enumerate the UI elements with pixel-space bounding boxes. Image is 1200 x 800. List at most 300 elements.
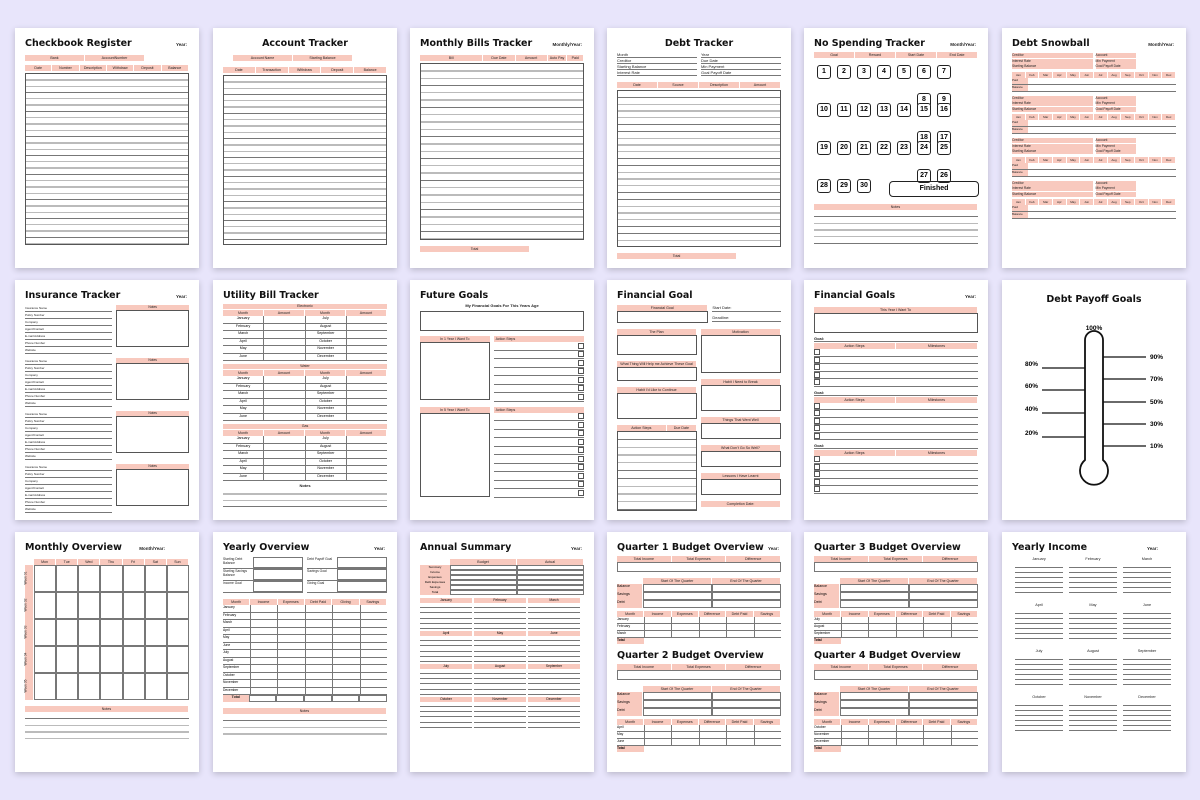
insurance-block bbox=[25, 305, 189, 354]
month-label: October bbox=[1032, 695, 1046, 699]
notes-area bbox=[116, 416, 189, 453]
month-cell: July bbox=[223, 650, 229, 654]
col-header: Number bbox=[52, 65, 78, 71]
value-cell bbox=[909, 708, 978, 716]
value-cell bbox=[332, 613, 360, 620]
action-row bbox=[494, 464, 584, 473]
checkbox-icon bbox=[578, 422, 584, 428]
lessons-label: Lessons I Have Learnt bbox=[701, 473, 780, 479]
utility-section bbox=[223, 364, 387, 421]
notes-lines bbox=[223, 488, 387, 512]
field-label: Company bbox=[25, 425, 112, 432]
calendar bbox=[25, 559, 189, 700]
value-cell bbox=[951, 617, 979, 623]
month-label: Mar bbox=[1039, 199, 1052, 205]
utility-row bbox=[223, 436, 387, 444]
row-label: Savings bbox=[420, 585, 450, 590]
month-row bbox=[223, 613, 387, 621]
month-label: March bbox=[1141, 557, 1153, 561]
col-header: Total Income bbox=[617, 556, 671, 562]
value-cell bbox=[712, 584, 781, 592]
action-row bbox=[494, 376, 584, 385]
col-header: Date bbox=[223, 67, 255, 73]
row-label: Paid bbox=[1012, 205, 1028, 211]
day-label: Fri bbox=[123, 559, 144, 565]
value-cell bbox=[305, 673, 333, 680]
month-cell: December bbox=[814, 739, 830, 743]
value-cell bbox=[359, 695, 387, 702]
col-header: Withdraw bbox=[289, 67, 321, 73]
value-cell bbox=[643, 700, 712, 708]
goal-block bbox=[814, 390, 978, 441]
value-cell bbox=[699, 631, 727, 637]
amount-cell bbox=[346, 406, 387, 413]
day-cell bbox=[145, 619, 167, 646]
income-grid bbox=[1012, 557, 1176, 741]
value-cell bbox=[277, 635, 305, 642]
value-cell bbox=[643, 592, 712, 600]
checkbox-icon bbox=[814, 403, 820, 409]
month-cell: February bbox=[617, 624, 631, 628]
month-label: Oct bbox=[1135, 114, 1148, 120]
utility-row bbox=[223, 331, 387, 339]
value-cell bbox=[896, 732, 924, 738]
percent-label: 40% bbox=[1024, 406, 1038, 413]
goal-row bbox=[814, 349, 978, 357]
field-label: Agent/Contact bbox=[25, 326, 112, 333]
day-cell bbox=[167, 619, 189, 646]
checkbox-icon bbox=[814, 464, 820, 470]
yearly-income-page bbox=[1002, 532, 1186, 772]
value-cell bbox=[840, 600, 909, 608]
day-cell bbox=[145, 646, 167, 673]
utility-row bbox=[223, 406, 387, 414]
value-cell bbox=[277, 628, 305, 635]
year-label: Year: bbox=[175, 42, 187, 47]
amount-cell bbox=[346, 391, 387, 398]
month-label: July bbox=[1035, 649, 1043, 653]
page-title: Annual Summary bbox=[420, 542, 512, 553]
month-cell: September bbox=[305, 391, 346, 398]
value-cell bbox=[699, 746, 726, 752]
debt-payoff-page bbox=[1002, 280, 1186, 520]
total-label: Total bbox=[814, 638, 841, 644]
value-cell bbox=[712, 592, 781, 600]
checkbox-icon bbox=[578, 385, 584, 391]
value-cell bbox=[332, 635, 360, 642]
year-label: Month/Year: bbox=[950, 42, 976, 47]
field-label: E-mail Address bbox=[25, 386, 112, 393]
amount-cell bbox=[346, 376, 387, 383]
month-row bbox=[223, 680, 387, 688]
col-header: Debt Paid bbox=[726, 611, 752, 617]
month-cell: February bbox=[235, 383, 251, 388]
value-cell bbox=[305, 643, 333, 650]
value-cell bbox=[909, 584, 978, 592]
month-cell: August bbox=[814, 624, 825, 628]
value-cell bbox=[868, 624, 896, 630]
year-label: Monthly/Year: bbox=[552, 42, 582, 47]
month-label: Mar bbox=[1039, 114, 1052, 120]
value-cell bbox=[909, 700, 978, 708]
value-cell bbox=[671, 624, 699, 630]
col-header: Start Date bbox=[896, 52, 936, 58]
habit-continue-label: Habit I’d Like to Continue bbox=[617, 387, 696, 393]
page-title: Quarter 1 Budget Overview bbox=[617, 542, 764, 553]
right-fields bbox=[1096, 138, 1177, 155]
total-row bbox=[617, 638, 781, 644]
action-steps-label: Action Steps bbox=[617, 425, 666, 431]
row-label: Balance bbox=[1012, 127, 1028, 133]
value-cell bbox=[909, 592, 978, 600]
month-line bbox=[474, 723, 526, 728]
habit-break-label: Habit I Need to Break bbox=[701, 379, 780, 385]
value-cell bbox=[754, 725, 782, 731]
day-box: 30 bbox=[857, 179, 871, 193]
value-cell bbox=[869, 746, 896, 752]
month-cell: June bbox=[239, 413, 248, 418]
notes-lines bbox=[814, 210, 978, 250]
debt-snowball-page bbox=[1002, 28, 1186, 268]
month-line bbox=[474, 657, 526, 662]
month-block bbox=[528, 697, 580, 728]
total-row bbox=[617, 746, 781, 752]
month-cell: October bbox=[305, 399, 346, 406]
summary-header bbox=[617, 556, 781, 562]
help-label: What Thing Will Help me Achieve These Goal bbox=[617, 361, 696, 367]
value-cell bbox=[868, 739, 896, 745]
value-cell bbox=[332, 680, 360, 687]
month-label: Sep bbox=[1121, 157, 1134, 163]
row-label: Balance bbox=[617, 584, 642, 592]
row-label: Savings bbox=[814, 592, 839, 600]
value-cell bbox=[360, 680, 388, 687]
value-cell bbox=[712, 700, 781, 708]
day-row bbox=[814, 138, 978, 157]
value-cell bbox=[923, 624, 951, 630]
field-label: Phone Number bbox=[25, 499, 112, 506]
value-cell bbox=[517, 590, 584, 595]
checkbox-icon bbox=[578, 351, 584, 357]
goal-box bbox=[337, 569, 387, 580]
value-cell bbox=[923, 725, 951, 731]
col-header: Debt Paid bbox=[923, 611, 949, 617]
day-cell bbox=[123, 592, 145, 619]
value-cell bbox=[249, 695, 277, 702]
goal-row bbox=[814, 364, 978, 372]
checkbox-icon bbox=[814, 410, 820, 416]
month-cell: May bbox=[239, 406, 247, 410]
value-cell bbox=[896, 746, 923, 752]
snowball-block bbox=[1012, 96, 1176, 135]
summary-header bbox=[814, 556, 978, 562]
value-cell bbox=[277, 650, 305, 657]
income-line bbox=[1015, 588, 1063, 593]
col-header: Debt Paid bbox=[726, 719, 752, 725]
page-title: Debt Payoff Goals bbox=[1046, 294, 1142, 305]
field-label: Agent/Contact bbox=[25, 379, 112, 386]
value-cell bbox=[754, 624, 782, 630]
field-label: Starting Balance bbox=[1012, 192, 1093, 197]
row-label: Debt Expenses bbox=[420, 580, 450, 585]
account-name-label: Account Name bbox=[233, 55, 292, 61]
value-cell bbox=[277, 680, 305, 687]
goal-label: In 5 Year I Want To bbox=[420, 407, 490, 413]
month-label: Nov bbox=[1149, 157, 1162, 163]
day-box: 5 bbox=[897, 65, 911, 79]
month-label: Dec bbox=[1162, 199, 1175, 205]
month-label: February bbox=[1085, 557, 1101, 561]
month-label: January bbox=[420, 598, 472, 603]
value-cell bbox=[277, 613, 305, 620]
col-header: Date bbox=[617, 82, 657, 88]
snowball-block bbox=[1012, 181, 1176, 220]
col-header: Budget bbox=[450, 559, 516, 565]
notes-lines bbox=[223, 714, 387, 736]
day-box: 26 bbox=[937, 169, 951, 183]
value-cell bbox=[643, 584, 712, 592]
day-cell bbox=[123, 646, 145, 673]
day-cell bbox=[34, 565, 56, 592]
field-label: Phone Number bbox=[25, 446, 112, 453]
value-cell bbox=[332, 665, 360, 672]
month-cell: September bbox=[223, 665, 240, 669]
month-cell: September bbox=[305, 451, 346, 458]
month-label: May bbox=[1067, 199, 1080, 205]
field-label: E-mail Address bbox=[25, 333, 112, 340]
month-block bbox=[420, 697, 472, 728]
day-label: Wed bbox=[78, 559, 99, 565]
month-cell: May bbox=[239, 346, 247, 350]
total-label: Total bbox=[617, 638, 644, 644]
bills-table bbox=[420, 63, 584, 240]
action-row bbox=[494, 359, 584, 368]
total-label: Total bbox=[617, 746, 644, 752]
utility-section bbox=[223, 304, 387, 361]
action-row bbox=[494, 342, 584, 351]
checkbox-icon bbox=[578, 360, 584, 366]
snowball-row bbox=[1012, 120, 1176, 127]
col-header: Action Steps bbox=[814, 397, 895, 403]
month-row bbox=[814, 725, 978, 732]
month-cell: August bbox=[305, 324, 346, 331]
row-label: Income bbox=[420, 570, 450, 575]
action-col bbox=[494, 407, 584, 498]
debt-tracker-page bbox=[607, 28, 791, 268]
summary-box bbox=[617, 670, 781, 680]
notes-area bbox=[116, 310, 189, 347]
bank-label: Bank bbox=[25, 55, 84, 61]
action-row bbox=[494, 393, 584, 402]
day-row bbox=[814, 119, 978, 141]
month-cell: November bbox=[305, 406, 346, 413]
value-cell bbox=[332, 673, 360, 680]
goal-col bbox=[223, 557, 303, 593]
value-cell bbox=[951, 739, 979, 745]
week-row bbox=[25, 646, 189, 673]
value-cell bbox=[841, 624, 869, 630]
value-cell bbox=[360, 613, 388, 620]
page-title: Quarter 3 Budget Overview bbox=[814, 542, 961, 553]
col-header: Date bbox=[25, 65, 51, 71]
month-cell: June bbox=[223, 642, 231, 647]
value-cell bbox=[304, 695, 332, 702]
action-row bbox=[494, 421, 584, 430]
action-row bbox=[494, 438, 584, 447]
day-cell bbox=[145, 565, 167, 592]
week-text: Week 01 bbox=[23, 571, 28, 585]
page-title: Checkbook Register bbox=[25, 38, 132, 49]
page-title: Insurance Tracker bbox=[25, 290, 121, 301]
month-cell: April bbox=[223, 627, 230, 632]
goal-box bbox=[337, 581, 387, 592]
register-table bbox=[25, 73, 189, 245]
income-month bbox=[1012, 557, 1066, 593]
col-header: Milestones bbox=[896, 450, 977, 456]
checkbox-icon bbox=[578, 343, 584, 349]
month-cell: December bbox=[223, 687, 239, 692]
insurance-block bbox=[25, 464, 189, 513]
row-label: Paid bbox=[1012, 120, 1028, 126]
goal-label: Goal: bbox=[814, 390, 978, 396]
value-cell bbox=[951, 746, 978, 752]
month-cell: August bbox=[305, 444, 346, 451]
value-cell bbox=[644, 631, 672, 637]
monthly-bills-page bbox=[410, 28, 594, 268]
month-cell: October bbox=[223, 672, 235, 677]
month-label: Jan bbox=[1012, 114, 1025, 120]
amount-cell bbox=[346, 316, 387, 323]
goal-row bbox=[307, 581, 387, 593]
day-label: Sun bbox=[167, 559, 188, 565]
day-box: 27 bbox=[917, 169, 931, 183]
col-header: Start Of The Quarter bbox=[643, 686, 711, 692]
checkbox-icon bbox=[814, 486, 820, 492]
left-fields bbox=[1012, 53, 1093, 70]
month-label: Apr bbox=[1053, 157, 1066, 163]
value-cell bbox=[726, 732, 754, 738]
notes-box bbox=[116, 305, 189, 354]
value-cell bbox=[644, 739, 672, 745]
day-cell bbox=[56, 592, 78, 619]
day-box: 6 bbox=[917, 65, 931, 79]
col-header: Start Of The Quarter bbox=[643, 578, 711, 584]
checkbox-icon bbox=[578, 481, 584, 487]
notes-box bbox=[116, 411, 189, 460]
goal-row bbox=[814, 410, 978, 418]
right-fields bbox=[1096, 181, 1177, 198]
field-label: Interest Rate bbox=[1012, 144, 1093, 149]
day-label: Thu bbox=[100, 559, 121, 565]
start-date-label: Start Date: bbox=[712, 305, 781, 312]
day-box: 19 bbox=[817, 141, 831, 155]
month-label: April bbox=[1035, 603, 1043, 607]
day-label: Tue bbox=[56, 559, 77, 565]
goal-payoff-field: Goal Payoff Date bbox=[701, 70, 781, 76]
month-label: May bbox=[1067, 157, 1080, 163]
field-label: E-mail Address bbox=[25, 492, 112, 499]
month-label: Jan bbox=[1012, 157, 1025, 163]
row-label: Debt bbox=[617, 708, 642, 716]
month-line bbox=[528, 624, 580, 629]
insurance-fields bbox=[25, 358, 112, 407]
value-cell bbox=[360, 673, 388, 680]
insurance-blocks bbox=[25, 305, 189, 513]
insurance-fields bbox=[25, 464, 112, 513]
month-label: May bbox=[1067, 114, 1080, 120]
not-well-label: What Don’t Go So Well? bbox=[701, 445, 780, 451]
total-row bbox=[223, 695, 387, 702]
field-label: Goal Payoff Date bbox=[1096, 149, 1136, 154]
value-cell bbox=[277, 605, 305, 612]
page-title: Account Tracker bbox=[262, 38, 348, 49]
month-row bbox=[814, 624, 978, 631]
checkbox-icon bbox=[814, 364, 820, 370]
value-cell bbox=[726, 624, 754, 630]
utility-blocks bbox=[223, 304, 387, 481]
value-cell bbox=[360, 643, 388, 650]
day-box: 20 bbox=[837, 141, 851, 155]
goal-box bbox=[420, 413, 490, 497]
checkbox-icon bbox=[814, 433, 820, 439]
month-line bbox=[474, 690, 526, 695]
notes-label: Notes bbox=[116, 411, 189, 416]
income-line bbox=[1123, 634, 1171, 639]
month-header bbox=[1012, 114, 1176, 120]
month-block bbox=[420, 664, 472, 695]
value-cell bbox=[840, 692, 909, 700]
month-cell: March bbox=[223, 620, 233, 624]
day-cell bbox=[167, 565, 189, 592]
col-header: Income bbox=[250, 599, 276, 605]
value-cell bbox=[305, 650, 333, 657]
account-number-label: AccountNumber bbox=[85, 55, 144, 61]
col-header: Description bbox=[699, 82, 739, 88]
col-header: Amount bbox=[346, 370, 386, 376]
goal-label: Giving Goal bbox=[307, 581, 337, 592]
col-header: Difference bbox=[896, 719, 922, 725]
value-cell bbox=[868, 631, 896, 637]
col-header: Total Income bbox=[617, 664, 671, 670]
day-cell bbox=[145, 592, 167, 619]
value-cell bbox=[360, 658, 388, 665]
utility-row bbox=[223, 346, 387, 354]
month-cell: November bbox=[223, 680, 239, 684]
year-label: Month/Year: bbox=[1148, 42, 1174, 47]
col-header: Balance bbox=[162, 65, 188, 71]
notes-label: Notes bbox=[116, 305, 189, 310]
field-label: Insurance Name bbox=[25, 411, 112, 418]
col-header: Difference bbox=[896, 611, 922, 617]
day-box: 22 bbox=[877, 141, 891, 155]
percent-label: 90% bbox=[1150, 354, 1164, 361]
value-cell bbox=[754, 739, 782, 745]
value-cell bbox=[644, 638, 671, 644]
day-row bbox=[814, 100, 978, 119]
week-row bbox=[25, 619, 189, 646]
year-label: Month/Year: bbox=[139, 546, 165, 551]
value-cell bbox=[726, 617, 754, 623]
subtitle: My Financial Goals For This Years Age bbox=[465, 303, 539, 308]
month-cell: September bbox=[814, 631, 831, 635]
field-label: Account bbox=[1096, 96, 1136, 101]
month-label: Aug bbox=[1108, 157, 1121, 163]
month-cell: August bbox=[305, 384, 346, 391]
value-cell bbox=[951, 631, 979, 637]
value-cell bbox=[672, 638, 699, 644]
insurance-fields bbox=[25, 411, 112, 460]
month-label: December bbox=[1138, 695, 1156, 699]
